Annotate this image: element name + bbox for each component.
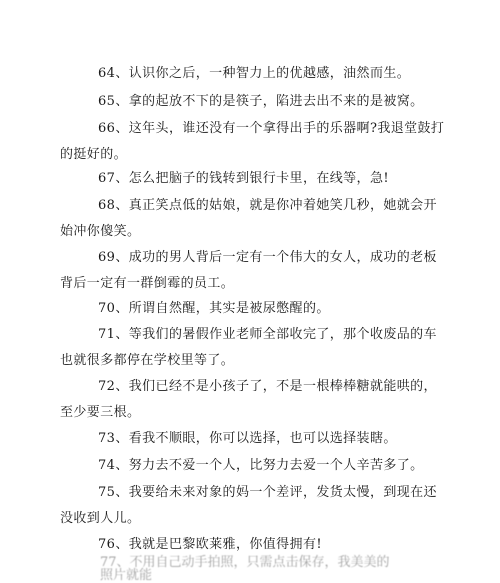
list-item: 72、我们已经不是小孩子了，不是一根棒棒糖就能哄的，至少要三根。 [60, 379, 437, 420]
list-item: 71、等我们的暑假作业老师全部收完了，那个收废品的车也就很多都停在学校里等了。 [60, 327, 437, 368]
item-text: 成功的男人背后一定有一个伟大的女人，成功的老板背后一定有一群倒霉的员工。 [60, 250, 437, 291]
item-number: 66 [98, 121, 116, 136]
item-number: 76 [98, 537, 116, 552]
item-number: 70 [98, 301, 116, 316]
item-number: 65 [98, 94, 116, 109]
item-text: 我就是巴黎欧莱雅，你值得拥有! [128, 537, 322, 552]
item-text: 看我不顺眼，你可以选择，也可以选择装瞎。 [128, 431, 397, 446]
item-text: 真正笑点低的姑娘，就是你冲着她笑几秒，她就会开始冲你傻笑。 [60, 198, 437, 239]
item-text: 等我们的暑假作业老师全部收完了，那个收废品的车也就很多都停在学校里等了。 [60, 327, 437, 368]
item-text: 努力去不爱一个人，比努力去爱一个人辛苦多了。 [128, 458, 424, 473]
item-number: 75 [98, 485, 116, 500]
list-item: 67、怎么把脑子的钱转到银行卡里，在线等，急! [98, 171, 389, 186]
item-number: 69 [98, 250, 116, 265]
item-number: 73 [98, 431, 116, 446]
list-item: 74、努力去不爱一个人，比努力去爱一个人辛苦多了。 [98, 458, 424, 473]
item-text: 我要给未来对象的妈一个差评，发货太慢，到现在还没收到人儿。 [60, 485, 437, 526]
list-item: 76、我就是巴黎欧莱雅，你值得拥有! [98, 537, 322, 552]
item-number: 67 [98, 171, 116, 186]
list-item: 75、我要给未来对象的妈一个差评，发货太慢，到现在还没收到人儿。 [60, 485, 437, 526]
list-item: 69、成功的男人背后一定有一个伟大的女人，成功的老板背后一定有一群倒霉的员工。 [60, 250, 437, 291]
item-text: 怎么把脑子的钱转到银行卡里，在线等，急! [128, 171, 389, 186]
item-text: 我们已经不是小孩子了，不是一根棒棒糖就能哄的，至少要三根。 [60, 379, 437, 420]
item-text: 所谓自然醒，其实是被尿憋醒的。 [128, 301, 330, 316]
item-number: 74 [98, 458, 116, 473]
list-item: 70、所谓自然醒，其实是被尿憋醒的。 [98, 301, 330, 316]
item-number: 64 [98, 66, 116, 81]
list-item: 64、认识你之后，一种智力上的优越感，油然而生。 [98, 66, 411, 81]
truncated-next-line: 77、不用自己动手拍照，只需点击保存，我美美的照片就能 [100, 555, 390, 583]
item-text: 这年头，谁还没有一个拿得出手的乐器啊?我退堂鼓打的挺好的。 [60, 121, 445, 162]
item-number: 71 [98, 327, 116, 342]
item-text: 拿的起放不下的是筷子，陷进去出不来的是被窝。 [128, 94, 424, 109]
list-item: 65、拿的起放不下的是筷子，陷进去出不来的是被窝。 [98, 94, 424, 109]
item-number: 68 [98, 198, 116, 213]
list-item: 66、这年头，谁还没有一个拿得出手的乐器啊?我退堂鼓打的挺好的。 [60, 121, 445, 162]
list-item: 73、看我不顺眼，你可以选择，也可以选择装瞎。 [98, 431, 397, 446]
item-number: 72 [98, 379, 116, 394]
list-item: 68、真正笑点低的姑娘，就是你冲着她笑几秒，她就会开始冲你傻笑。 [60, 198, 437, 239]
item-text: 认识你之后，一种智力上的优越感，油然而生。 [128, 66, 411, 81]
